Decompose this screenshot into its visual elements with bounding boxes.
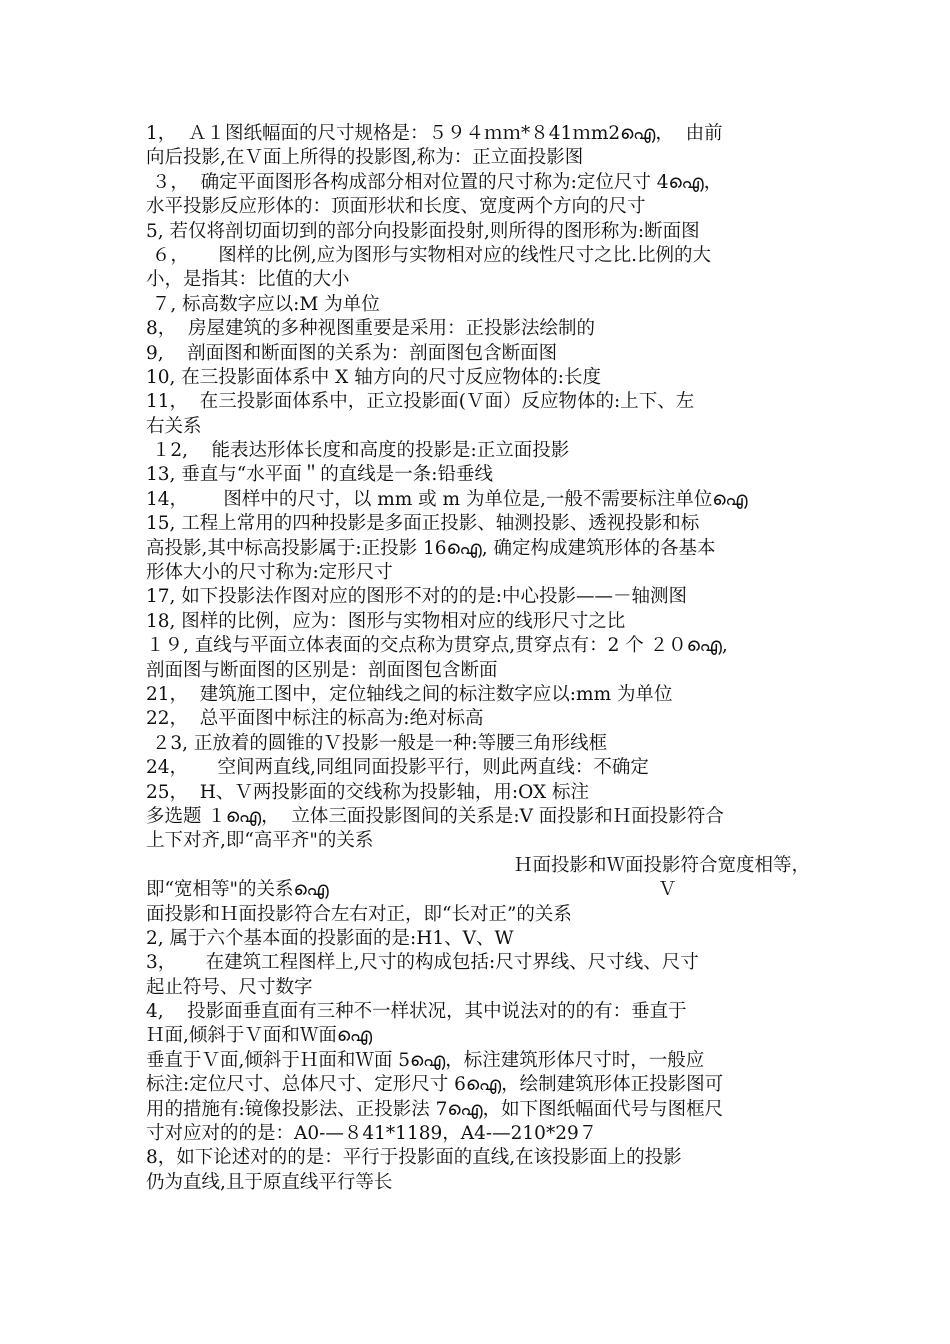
text-line: 1， Ａ１图纸幅面的尺寸规格是：５９４ｍｍ*８41ｍm2ഐ， 由前 <box>146 123 723 144</box>
text-line: 11， 在三投影面体系中，正立投影面(Ｖ面）反应物体的:上下、左 <box>146 391 695 413</box>
text-line: 10, 在三投影面体系中 X 轴方向的尺寸反应物体的:长度 <box>146 366 601 388</box>
text-line: 起止符号、尺寸数字 <box>146 976 313 998</box>
text-line: 向后投影,在Ｖ面上所得的投影图,称为：正立面投影图 <box>146 147 584 169</box>
text-line: 剖面图与断面图的区别是：剖面图包含断面 <box>146 659 498 681</box>
text-line: 面投影和Ｈ面投影符合左右对正，即“长对正”的关系 <box>146 903 572 925</box>
text-line: 用的措施有:镜像投影法、正投影法 7ഐ，如下图纸幅面代号与图框尺 <box>146 1098 724 1120</box>
text-line: １2, 能表达形体长度和高度的投影是:正立面投影 <box>146 440 570 462</box>
text-line: ７, 标高数字应以:M 为单位 <box>146 293 380 315</box>
text-line: 小，是指其：比值的大小 <box>146 269 350 291</box>
text-line: 15, 工程上常用的四种投影是多面正投影、轴测投影、透视投影和标 <box>146 513 700 535</box>
text-line: Ｈ面投影和Ｗ面投影符合宽度相等， <box>513 854 810 876</box>
document-body <box>146 122 810 1195</box>
text-line: 18, 图样的比例，应为：图形与实物相对应的线形尺寸之比 <box>146 610 626 632</box>
text-line: 14， 图样中的尺寸，以 mm 或 m 为单位是,一般不需要标注单位ഐ <box>146 488 748 510</box>
text-line: Ｈ面,倾斜于Ｖ面和Ｗ面ഐ <box>146 1025 373 1047</box>
text-line: 9, 剖面图和断面图的关系为：剖面图包含断面图 <box>146 342 558 364</box>
text-line: １９, 直线与平面立体表面的交点称为贯穿点,贯穿点有：2 个 ２０ഐ, <box>146 635 728 657</box>
text-line: 高投影,其中标高投影属于:正投影 16ഐ, 确定构成建筑形体的各基本 <box>146 537 716 559</box>
text-line: 即“宽相等"的关系ഐ Ｖ <box>146 879 677 901</box>
text-line: 水平投影反应形体的：顶面形状和长度、宽度两个方向的尺寸 <box>146 196 646 218</box>
text-line: 多选题 １ഐ， 立体三面投影图间的关系是:V 面投影和Ｈ面投影符合 <box>146 805 724 827</box>
text-line: 上下对齐,即“高平齐"的关系 <box>146 830 374 852</box>
text-line: 形体大小的尺寸称为:定形尺寸 <box>146 562 393 584</box>
text-line: 垂直于Ｖ面,倾斜于Ｈ面和Ｗ面 5ഐ，标注建筑形体尺寸时，一般应 <box>146 1049 705 1071</box>
text-line: 8， 房屋建筑的多种视图重要是采用：正投影法绘制的 <box>146 318 596 340</box>
text-line: 仍为直线,且于原直线平行等长 <box>146 1171 393 1193</box>
text-line: 标注:定位尺寸、总体尺寸、定形尺寸 6ഐ，绘制建筑形体正投影图可 <box>146 1074 724 1096</box>
text-line: 25， H、Ｖ两投影面的交线称为投影轴，用:OX 标注 <box>146 781 590 803</box>
text-line: 寸对应对的的是：A0-—８41*1189，A4-—210*29７ <box>146 1123 598 1145</box>
text-line: ６， 图样的比例,应为图形与实物相对应的线性尺寸之比.比例的大 <box>146 244 712 266</box>
text-line: 3， 在建筑工程图样上,尺寸的构成包括:尺寸界线、尺寸线、尺寸 <box>146 952 699 974</box>
text-line: 13, 垂直与“水平面＂的直线是一条:铅垂线 <box>146 464 493 486</box>
text-line: 22， 总平面图中标注的标高为:绝对标高 <box>146 708 484 730</box>
text-line: 4, 投影面垂直面有三种不一样状况，其中说法对的的有：垂直于 <box>146 1001 687 1023</box>
text-line: ２3, 正放着的圆锥的Ｖ投影一般是一种:等腰三角形线框 <box>146 732 608 754</box>
text-line: 右关系 <box>146 415 202 437</box>
text-line: ３， 确定平面图形各构成部分相对位置的尺寸称为:定位尺寸 4ഐ， <box>146 171 723 193</box>
text-line: 8，如下论述对的的是：平行于投影面的直线,在该投影面上的投影 <box>146 1147 682 1169</box>
text-line: 21， 建筑施工图中，定位轴线之间的标注数字应以:mm 为单位 <box>146 683 673 705</box>
text-line: 2, 属于六个基本面的投影面的是:H1、V、W <box>146 927 514 949</box>
text-line: 5, 若仅将剖切面切到的部分向投影面投射,则所得的图形称为:断面图 <box>146 220 700 242</box>
text-line: 17, 如下投影法作图对应的图形不对的的是:中心投影——－轴测图 <box>146 586 688 608</box>
text-line: 24， 空间两直线,同组同面投影平行，则此两直线：不确定 <box>146 757 649 779</box>
